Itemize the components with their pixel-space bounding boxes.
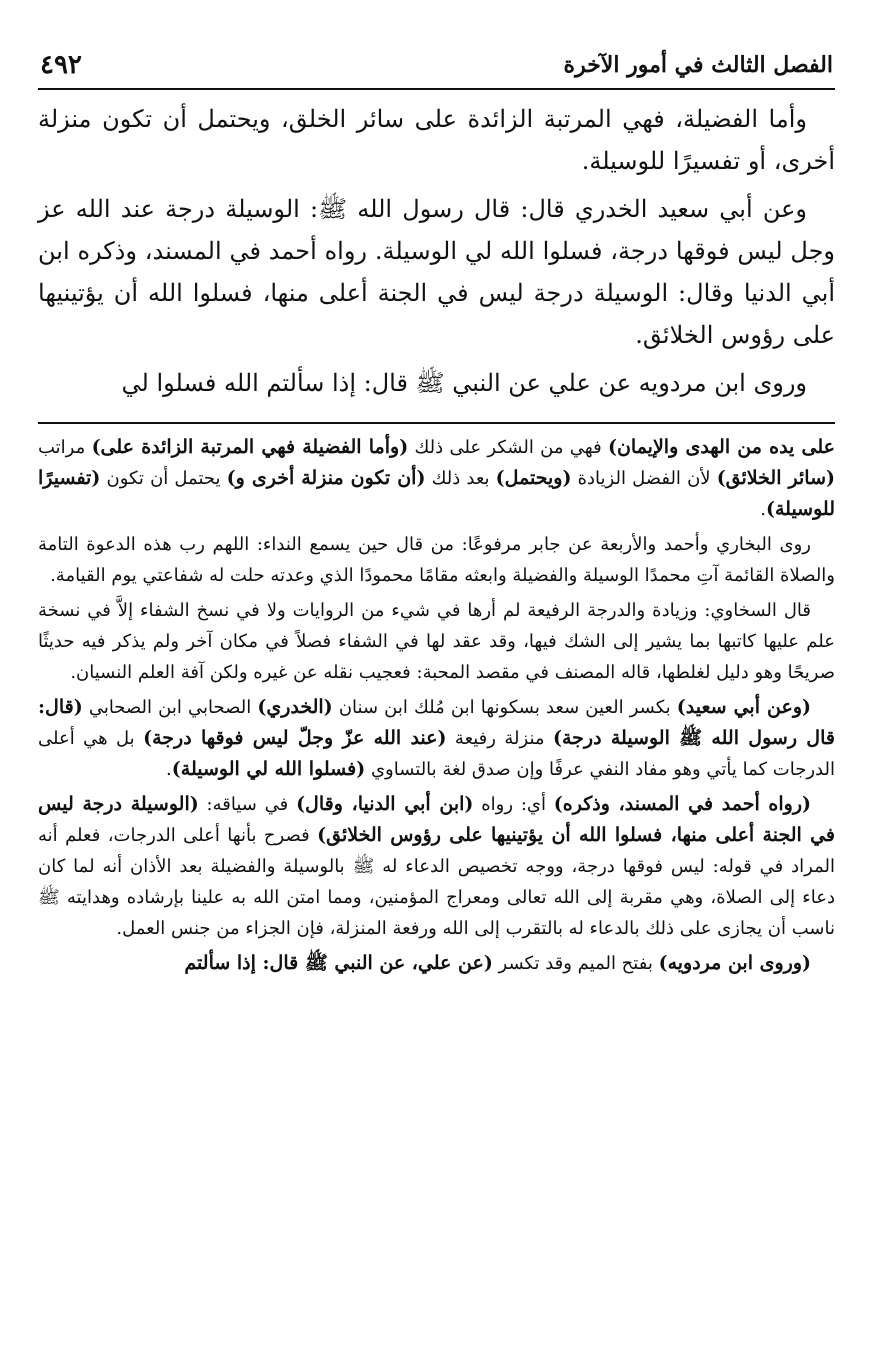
quoted-text: (سائر الخلائق)	[716, 467, 835, 489]
quoted-text: (فسلوا الله لي الوسيلة)	[171, 758, 366, 780]
quoted-text: (رواه أحمد في المسند، وذكره)	[553, 793, 812, 815]
quoted-text: (عن علي، عن النبي ﷺ قال: إذا سألتم	[184, 952, 493, 974]
explanation-text: في سياقه:	[198, 794, 297, 815]
explanation-text: بل هي أعلى الدرجات كما يأتي وهو مفاد النفي عرفًا وإن صدق لغة بالتساوي	[38, 728, 835, 780]
quoted-text: (الوسيلة درجة ليس في الجنة أعلى منها، فسلوا الله أن يؤتينيها على رؤوس الخلائق)	[38, 793, 835, 846]
quoted-text: على يده من الهدى والإيمان)	[607, 436, 835, 458]
commentary-paragraph	[38, 432, 835, 525]
main-paragraph: وعن أبي سعيد الخدري قال: قال رسول الله ﷺ: الوسيلة درجة عند الله عز وجل ليس فوقها درجة، فسلوا الله لي الوسيلة. رواه أحمد في المسند، وذكره ابن أبي الدنيا وقال: الوسيلة درجة ليس في الجنة أعلى منها، فسلوا الله أن يؤتينيها على رؤوس الخلائق.	[38, 195, 835, 349]
explanation-text: بكسر العين سعد بسكونها ابن مُلك ابن سنان	[332, 697, 677, 718]
explanation-text: الصحابي ابن الصحابي	[82, 697, 258, 718]
explanation-text: لأن الفضل الزيادة	[571, 468, 717, 489]
commentary-paragraph: قال السخاوي: وزيادة والدرجة الرفيعة لم أرها في شيء من الروايات ولا في نسخ الشفاء إلاَّ في نسخة علم عليها كاتبها بما يشير إلى الشك فيها، وقد عقد لها في الشفاء فصلاً في مكان آخر ولم يذكر فيه حديثًا صريحًا وهو دليل لغلطها، قاله المصنف في مقصد المحبة: فعجيب نقله عن غيره ولكن آفة العلم النسيان.	[38, 600, 835, 683]
quoted-text: (قال: قال رسول الله ﷺ الوسيلة درجة)	[38, 696, 835, 749]
explanation-text: .	[760, 499, 766, 520]
quoted-text: (ابن أبي الدنيا، وقال)	[296, 793, 474, 815]
main-paragraph: وروى ابن مردويه عن علي عن النبي ﷺ قال: إذا سألتم الله فسلوا لي	[121, 369, 807, 397]
explanation-text: فصرح بأنها أعلى الدرجات، فعلم أنه المراد في قوله: ليس فوقها درجة، ووجه تخصيص الدعاء له ﷺ بالوسيلة والفضيلة بعد الأذان أنه لما كان دعاء إلى الصلاة، وهي مقربة إلى الله تعالى ومعراج المؤمنين، ومما امتن الله به علينا بإرشاده وهدايته ﷺ ناسب أن يجازى على ذلك بالدعاء له بالتقرب إلى الله ورفعة المنزلة، فإن الجزاء من جنس العمل.	[38, 825, 836, 939]
chapter-title: الفصل الثالث في أمور الآخرة	[563, 52, 833, 78]
explanation-text: مراتب	[38, 437, 92, 458]
quoted-text: (الخدري)	[257, 696, 333, 718]
commentary-paragraph: روى البخاري وأحمد والأربعة عن جابر مرفوعًا: من قال حين يسمع النداء: اللهم رب هذه الدعوة التامة والصلاة القائمة آتِ محمدًا الوسيلة والفضيلة وابعثه مقامًا محمودًا الذي وعدته حلت له شفاعتي يوم القيامة.	[38, 534, 835, 586]
main-paragraph: وأما الفضيلة، فهي المرتبة الزائدة على سائر الخلق، ويحتمل أن تكون منزلة أخرى، أو تفسيرًا للوسيلة.	[38, 105, 835, 175]
explanation-text: فهي من الشكر على ذلك	[408, 437, 608, 458]
page-number: ٤٩٢	[40, 50, 82, 80]
quoted-text: (تفسيرًا للوسيلة)	[38, 467, 835, 520]
quoted-text: (وروى ابن مردويه)	[658, 952, 811, 974]
page-header	[38, 50, 835, 90]
quoted-text: (وعن أبي سعيد)	[676, 696, 811, 718]
explanation-text: أي: رواه	[473, 794, 554, 815]
commentary-paragraph	[38, 692, 835, 785]
commentary-paragraph	[38, 948, 835, 979]
explanation-text: يحتمل أن تكون	[100, 468, 227, 489]
explanation-text: منزلة رفيعة	[446, 728, 553, 749]
commentary	[38, 432, 835, 979]
quoted-text: (وأما الفضيلة فهي المرتبة الزائدة على)	[91, 436, 409, 458]
explanation-text: .	[166, 759, 172, 780]
footnote-divider	[38, 422, 835, 424]
explanation-text: بفتح الميم وقد تكسر	[492, 953, 659, 974]
commentary-paragraph	[38, 789, 835, 944]
explanation-text: بعد ذلك	[425, 468, 496, 489]
main-text	[38, 98, 835, 404]
quoted-text: (عند الله عزّ وجلّ ليس فوقها درجة)	[143, 727, 447, 749]
quoted-text: (ويحتمل)	[495, 467, 572, 489]
quoted-text: (أن تكون منزلة أخرى و)	[226, 467, 426, 489]
